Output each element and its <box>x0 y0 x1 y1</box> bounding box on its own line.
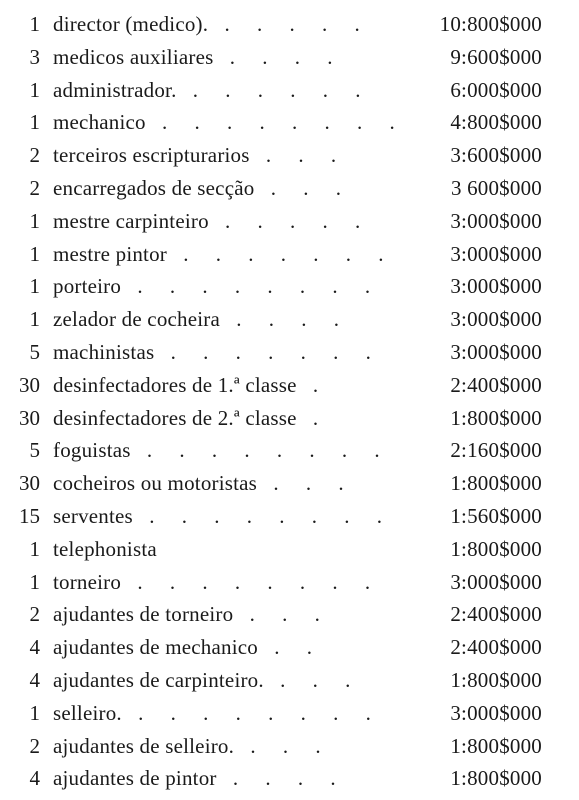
quantity: 30 <box>19 471 40 496</box>
position-title <box>53 762 347 795</box>
position-label: desinfectadores de 2.ª classe <box>53 405 297 430</box>
quantity: 3 <box>29 44 40 69</box>
list-item <box>0 369 579 402</box>
position-label: ajudantes de carpinteiro. <box>53 667 264 692</box>
salary-amount: 1:800$000 <box>450 536 542 561</box>
dot-leader: . . . <box>234 733 332 758</box>
list-item <box>0 402 579 435</box>
dot-leader: . . . . . . . . <box>121 700 382 725</box>
position-label: medicos auxiliares <box>53 44 214 69</box>
position-title <box>53 172 352 205</box>
dot-leader: . . . . <box>213 44 344 69</box>
position-title <box>53 730 332 763</box>
position-title <box>53 336 382 369</box>
position-title <box>53 664 361 697</box>
position-label: ajudantes de pintor <box>53 766 217 791</box>
dot-leader: . . . . . . . . <box>121 274 382 299</box>
dot-leader: . . . <box>249 143 348 168</box>
list-item <box>0 697 579 730</box>
position-title <box>53 106 406 139</box>
position-title <box>53 533 157 566</box>
quantity: 15 <box>19 503 40 528</box>
salary-amount: 6:000$000 <box>450 77 542 102</box>
dot-leader: . . . . . . . <box>167 241 395 266</box>
dot-leader: . <box>296 372 330 397</box>
position-label: porteiro <box>53 274 122 299</box>
position-label: desinfectadores de 1.ª classe <box>53 372 297 397</box>
quantity: 1 <box>29 700 40 725</box>
list-item <box>0 730 579 763</box>
quantity: 30 <box>19 372 40 397</box>
dot-leader: . . . . . . . <box>154 339 382 364</box>
quantity: 1 <box>29 307 40 332</box>
position-title <box>53 270 381 303</box>
quantity: 4 <box>29 766 40 791</box>
salary-amount: 1:800$000 <box>450 766 542 791</box>
position-label: torneiro <box>53 569 122 594</box>
quantity: 1 <box>29 569 40 594</box>
position-label: zelador de cocheira <box>53 307 221 332</box>
position-title <box>53 402 329 435</box>
position-title <box>53 8 371 41</box>
position-title <box>53 434 391 467</box>
quantity: 5 <box>29 339 40 364</box>
list-item <box>0 762 579 795</box>
quantity: 1 <box>29 12 40 36</box>
salary-amount: 4:800$000 <box>450 110 542 135</box>
list-item <box>0 434 579 467</box>
salary-amount: 3:000$000 <box>450 274 542 299</box>
dot-leader: . . . <box>233 602 331 627</box>
dot-leader: . . . . . . <box>176 77 372 102</box>
salary-amount: 2:160$000 <box>450 438 542 463</box>
dot-leader: . . . <box>254 175 352 200</box>
dot-leader: . . <box>257 635 323 660</box>
position-title <box>53 500 393 533</box>
salary-amount: 1:800$000 <box>450 667 542 692</box>
list-item <box>0 41 579 74</box>
position-title <box>53 697 382 730</box>
list-item <box>0 303 579 336</box>
position-label: selleiro. <box>53 700 122 725</box>
position-label: ajudantes de selleiro. <box>53 733 235 758</box>
dot-leader: . . . . . . . . <box>145 110 406 135</box>
dot-leader: . . . <box>263 667 362 692</box>
position-label: mestre pintor <box>53 241 167 266</box>
salary-amount: 10:800$000 <box>439 12 542 36</box>
list-item <box>0 566 579 599</box>
position-title <box>53 139 347 172</box>
position-label: machinistas <box>53 339 155 364</box>
list-item <box>0 467 579 500</box>
salary-amount: 3:000$000 <box>450 307 542 332</box>
position-label: director (medico). <box>53 12 209 36</box>
position-label: telephonista <box>53 536 157 561</box>
salary-amount: 3:600$000 <box>450 143 542 168</box>
position-title <box>53 205 371 238</box>
quantity: 1 <box>29 110 40 135</box>
quantity: 1 <box>29 274 40 299</box>
quantity: 2 <box>29 175 40 200</box>
quantity: 30 <box>19 405 40 430</box>
list-item <box>0 598 579 631</box>
salary-amount: 9:600$000 <box>450 44 542 69</box>
position-title <box>53 566 381 599</box>
dot-leader: . . . . <box>220 307 351 332</box>
quantity: 5 <box>29 438 40 463</box>
dot-leader: . . . <box>257 471 355 496</box>
dot-leader: . . . . . . . . <box>132 503 393 528</box>
salary-amount: 3:000$000 <box>450 569 542 594</box>
salary-amount: 1:800$000 <box>450 405 542 430</box>
dot-leader: . . . . . <box>208 208 372 233</box>
dot-leader: . . . . . . . . <box>121 569 382 594</box>
position-title <box>53 238 395 271</box>
list-item <box>0 336 579 369</box>
quantity: 1 <box>29 536 40 561</box>
list-item <box>0 238 579 271</box>
salary-amount: 2:400$000 <box>450 372 542 397</box>
position-label: mestre carpinteiro <box>53 208 209 233</box>
quantity: 2 <box>29 733 40 758</box>
position-title <box>53 631 323 664</box>
list-item <box>0 139 579 172</box>
salary-amount: 3:000$000 <box>450 241 542 266</box>
position-title <box>53 74 372 107</box>
quantity: 1 <box>29 208 40 233</box>
position-title <box>53 598 331 631</box>
position-label: ajudantes de torneiro <box>53 602 234 627</box>
list-item <box>0 270 579 303</box>
list-item <box>0 533 579 566</box>
salary-amount: 3:000$000 <box>450 339 542 364</box>
quantity: 1 <box>29 241 40 266</box>
salary-amount: 2:400$000 <box>450 635 542 660</box>
list-item <box>0 205 579 238</box>
list-item <box>0 631 579 664</box>
list-item <box>0 74 579 107</box>
position-label: terceiros escripturarios <box>53 143 250 168</box>
quantity: 4 <box>29 635 40 660</box>
dot-leader: . . . . . . . . <box>130 438 391 463</box>
position-label: foguistas <box>53 438 131 463</box>
list-item <box>0 500 579 533</box>
salary-amount: 2:400$000 <box>450 602 542 627</box>
list-item <box>0 8 579 41</box>
salary-amount: 1:560$000 <box>450 503 542 528</box>
salary-amount: 3:000$000 <box>450 208 542 233</box>
list-item <box>0 106 579 139</box>
quantity: 2 <box>29 143 40 168</box>
list-item <box>0 664 579 697</box>
salary-amount: 1:800$000 <box>450 733 542 758</box>
salary-amount: 1:800$000 <box>450 471 542 496</box>
quantity: 1 <box>29 77 40 102</box>
position-label: mechanico <box>53 110 146 135</box>
quantity: 4 <box>29 667 40 692</box>
position-label: encarregados de secção <box>53 175 255 200</box>
quantity: 2 <box>29 602 40 627</box>
dot-leader: . . . . . <box>208 12 371 36</box>
dot-leader: . . . . <box>216 766 347 791</box>
position-label: cocheiros ou motoristas <box>53 471 258 496</box>
salary-amount: 3 600$000 <box>450 175 542 200</box>
position-title <box>53 369 329 402</box>
position-title <box>53 303 350 336</box>
position-label: serventes <box>53 503 133 528</box>
salary-amount: 3:000$000 <box>450 700 542 725</box>
position-title <box>53 467 355 500</box>
personnel-salary-list <box>0 8 579 795</box>
position-label: administrador. <box>53 77 177 102</box>
list-item <box>0 172 579 205</box>
position-title <box>53 41 343 74</box>
position-label: ajudantes de mechanico <box>53 635 258 660</box>
dot-leader: . <box>296 405 330 430</box>
